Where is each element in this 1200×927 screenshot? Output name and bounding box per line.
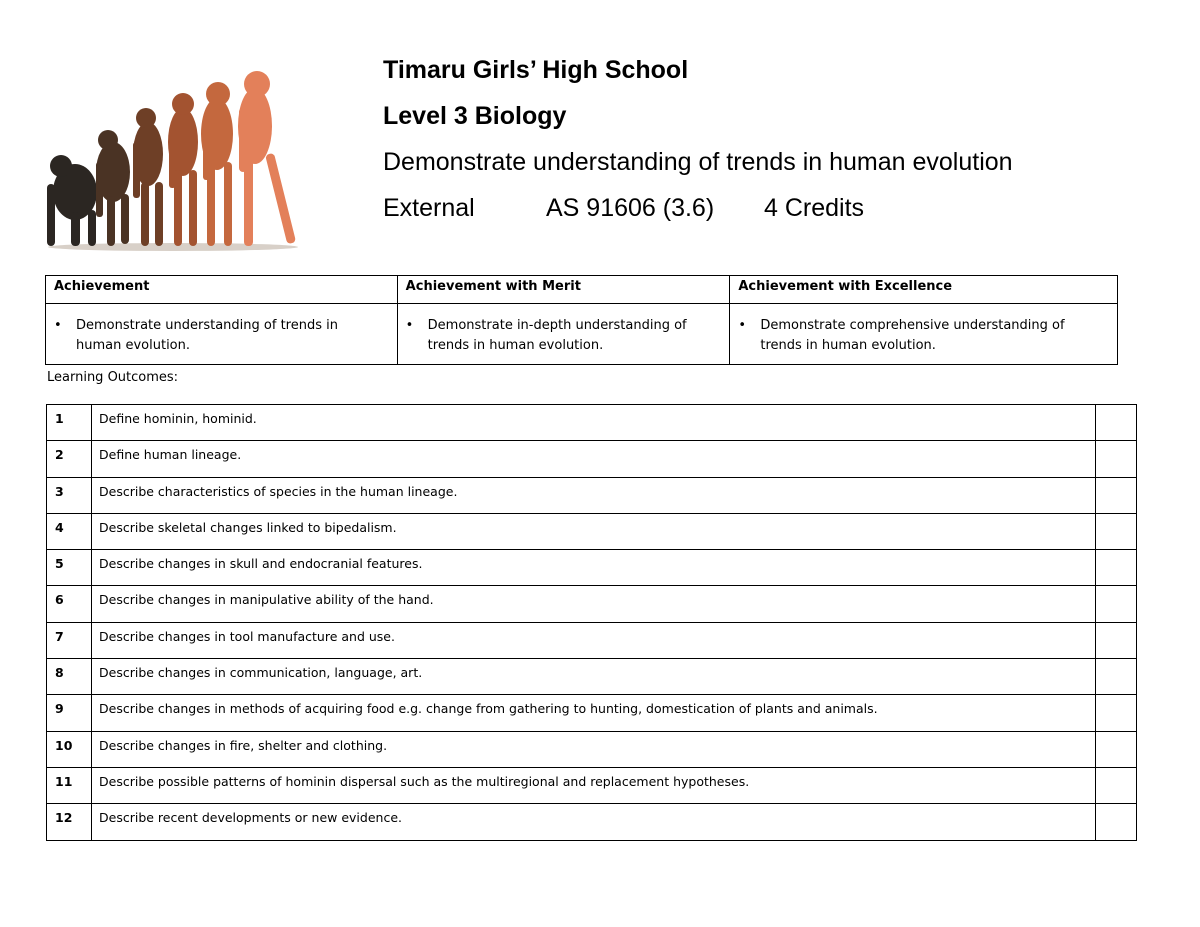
outcome-number: 9 bbox=[47, 695, 92, 731]
table-row bbox=[47, 804, 1137, 840]
outcome-text: Describe changes in manipulative ability of the hand. bbox=[92, 586, 1096, 622]
outcome-number: 5 bbox=[47, 550, 92, 586]
title-block bbox=[383, 55, 1013, 223]
outcome-number: 11 bbox=[47, 767, 92, 803]
outcome-number: 12 bbox=[47, 804, 92, 840]
credits: 4 Credits bbox=[764, 194, 865, 222]
table-row bbox=[47, 513, 1137, 549]
outcome-text: Describe recent developments or new evidence. bbox=[92, 804, 1096, 840]
assessment-type: External bbox=[383, 194, 475, 222]
outcome-check-cell[interactable] bbox=[1096, 767, 1137, 803]
course-name: Level 3 Biology bbox=[383, 102, 567, 130]
criterion-line: trends in human evolution. bbox=[760, 338, 936, 353]
outcome-check-cell[interactable] bbox=[1096, 659, 1137, 695]
bullet-icon: • bbox=[54, 318, 62, 333]
table-row bbox=[47, 731, 1137, 767]
outcome-text: Describe changes in tool manufacture and use. bbox=[92, 622, 1096, 658]
figure-early-hominin bbox=[96, 130, 130, 246]
outcome-check-cell[interactable] bbox=[1096, 513, 1137, 549]
outcome-text: Describe characteristics of species in the human lineage. bbox=[92, 477, 1096, 513]
criterion-line: human evolution. bbox=[76, 338, 191, 353]
achievement-criteria-row bbox=[46, 304, 1118, 365]
table-row bbox=[47, 586, 1137, 622]
criterion-line: Demonstrate comprehensive understanding of bbox=[760, 318, 1065, 333]
outcome-check-cell[interactable] bbox=[1096, 804, 1137, 840]
merit-criterion bbox=[397, 304, 730, 365]
standard-code: AS 91606 (3.6) bbox=[546, 194, 715, 222]
achievement-header-row bbox=[46, 276, 1118, 304]
outcome-number: 8 bbox=[47, 659, 92, 695]
outcome-number: 4 bbox=[47, 513, 92, 549]
figure-mid-hominin bbox=[133, 108, 163, 246]
table-row bbox=[47, 695, 1137, 731]
learning-outcomes-label: Learning Outcomes: bbox=[47, 370, 179, 385]
learning-outcomes-table bbox=[46, 404, 1137, 841]
outcome-number: 1 bbox=[47, 405, 92, 441]
human-evolution-icon bbox=[33, 44, 300, 253]
table-row bbox=[47, 405, 1137, 441]
figure-late-hominin bbox=[168, 93, 198, 246]
outcome-check-cell[interactable] bbox=[1096, 550, 1137, 586]
table-row bbox=[47, 550, 1137, 586]
outcome-text: Describe skeletal changes linked to bipedalism. bbox=[92, 513, 1096, 549]
human-evolution-illustration bbox=[33, 44, 300, 253]
outcome-text: Describe possible patterns of hominin dispersal such as the multiregional and replacement hypotheses. bbox=[92, 767, 1096, 803]
figure-modern-human bbox=[238, 71, 296, 246]
outcome-number: 7 bbox=[47, 622, 92, 658]
outcome-check-cell[interactable] bbox=[1096, 586, 1137, 622]
outcome-number: 3 bbox=[47, 477, 92, 513]
outcome-check-cell[interactable] bbox=[1096, 477, 1137, 513]
standard-meta bbox=[383, 193, 903, 223]
bullet-icon: • bbox=[738, 318, 747, 333]
standard-title: Demonstrate understanding of trends in human evolution bbox=[383, 148, 1013, 176]
outcome-number: 6 bbox=[47, 586, 92, 622]
figure-archaic-human bbox=[201, 82, 233, 246]
achievement-criteria-table bbox=[45, 275, 1118, 365]
outcome-check-cell[interactable] bbox=[1096, 405, 1137, 441]
table-row bbox=[47, 441, 1137, 477]
criterion-line: Demonstrate understanding of trends in bbox=[76, 318, 338, 333]
table-row bbox=[47, 659, 1137, 695]
achievement-heading: Achievement bbox=[46, 276, 398, 304]
outcome-check-cell[interactable] bbox=[1096, 441, 1137, 477]
table-row bbox=[47, 622, 1137, 658]
outcome-text: Describe changes in skull and endocranial features. bbox=[92, 550, 1096, 586]
outcome-check-cell[interactable] bbox=[1096, 695, 1137, 731]
merit-heading: Achievement with Merit bbox=[397, 276, 730, 304]
outcome-check-cell[interactable] bbox=[1096, 731, 1137, 767]
outcome-text: Describe changes in methods of acquiring food e.g. change from gathering to hunting, domestication of plants and animals. bbox=[92, 695, 1096, 731]
table-row bbox=[47, 767, 1137, 803]
table-row bbox=[47, 477, 1137, 513]
figure-ape bbox=[47, 155, 97, 246]
bullet-icon: • bbox=[405, 318, 414, 333]
criterion-line: trends in human evolution. bbox=[427, 338, 604, 353]
outcome-text: Describe changes in fire, shelter and clothing. bbox=[92, 731, 1096, 767]
school-name: Timaru Girls’ High School bbox=[383, 56, 689, 84]
criterion-line: Demonstrate in-depth understanding of bbox=[427, 318, 687, 333]
outcome-text: Define hominin, hominid. bbox=[92, 405, 1096, 441]
outcome-text: Describe changes in communication, language, art. bbox=[92, 659, 1096, 695]
excellence-heading: Achievement with Excellence bbox=[730, 276, 1118, 304]
outcome-check-cell[interactable] bbox=[1096, 622, 1137, 658]
achievement-criterion bbox=[46, 304, 398, 365]
excellence-criterion bbox=[730, 304, 1118, 365]
outcome-text: Define human lineage. bbox=[92, 441, 1096, 477]
outcome-number: 10 bbox=[47, 731, 92, 767]
outcome-number: 2 bbox=[47, 441, 92, 477]
